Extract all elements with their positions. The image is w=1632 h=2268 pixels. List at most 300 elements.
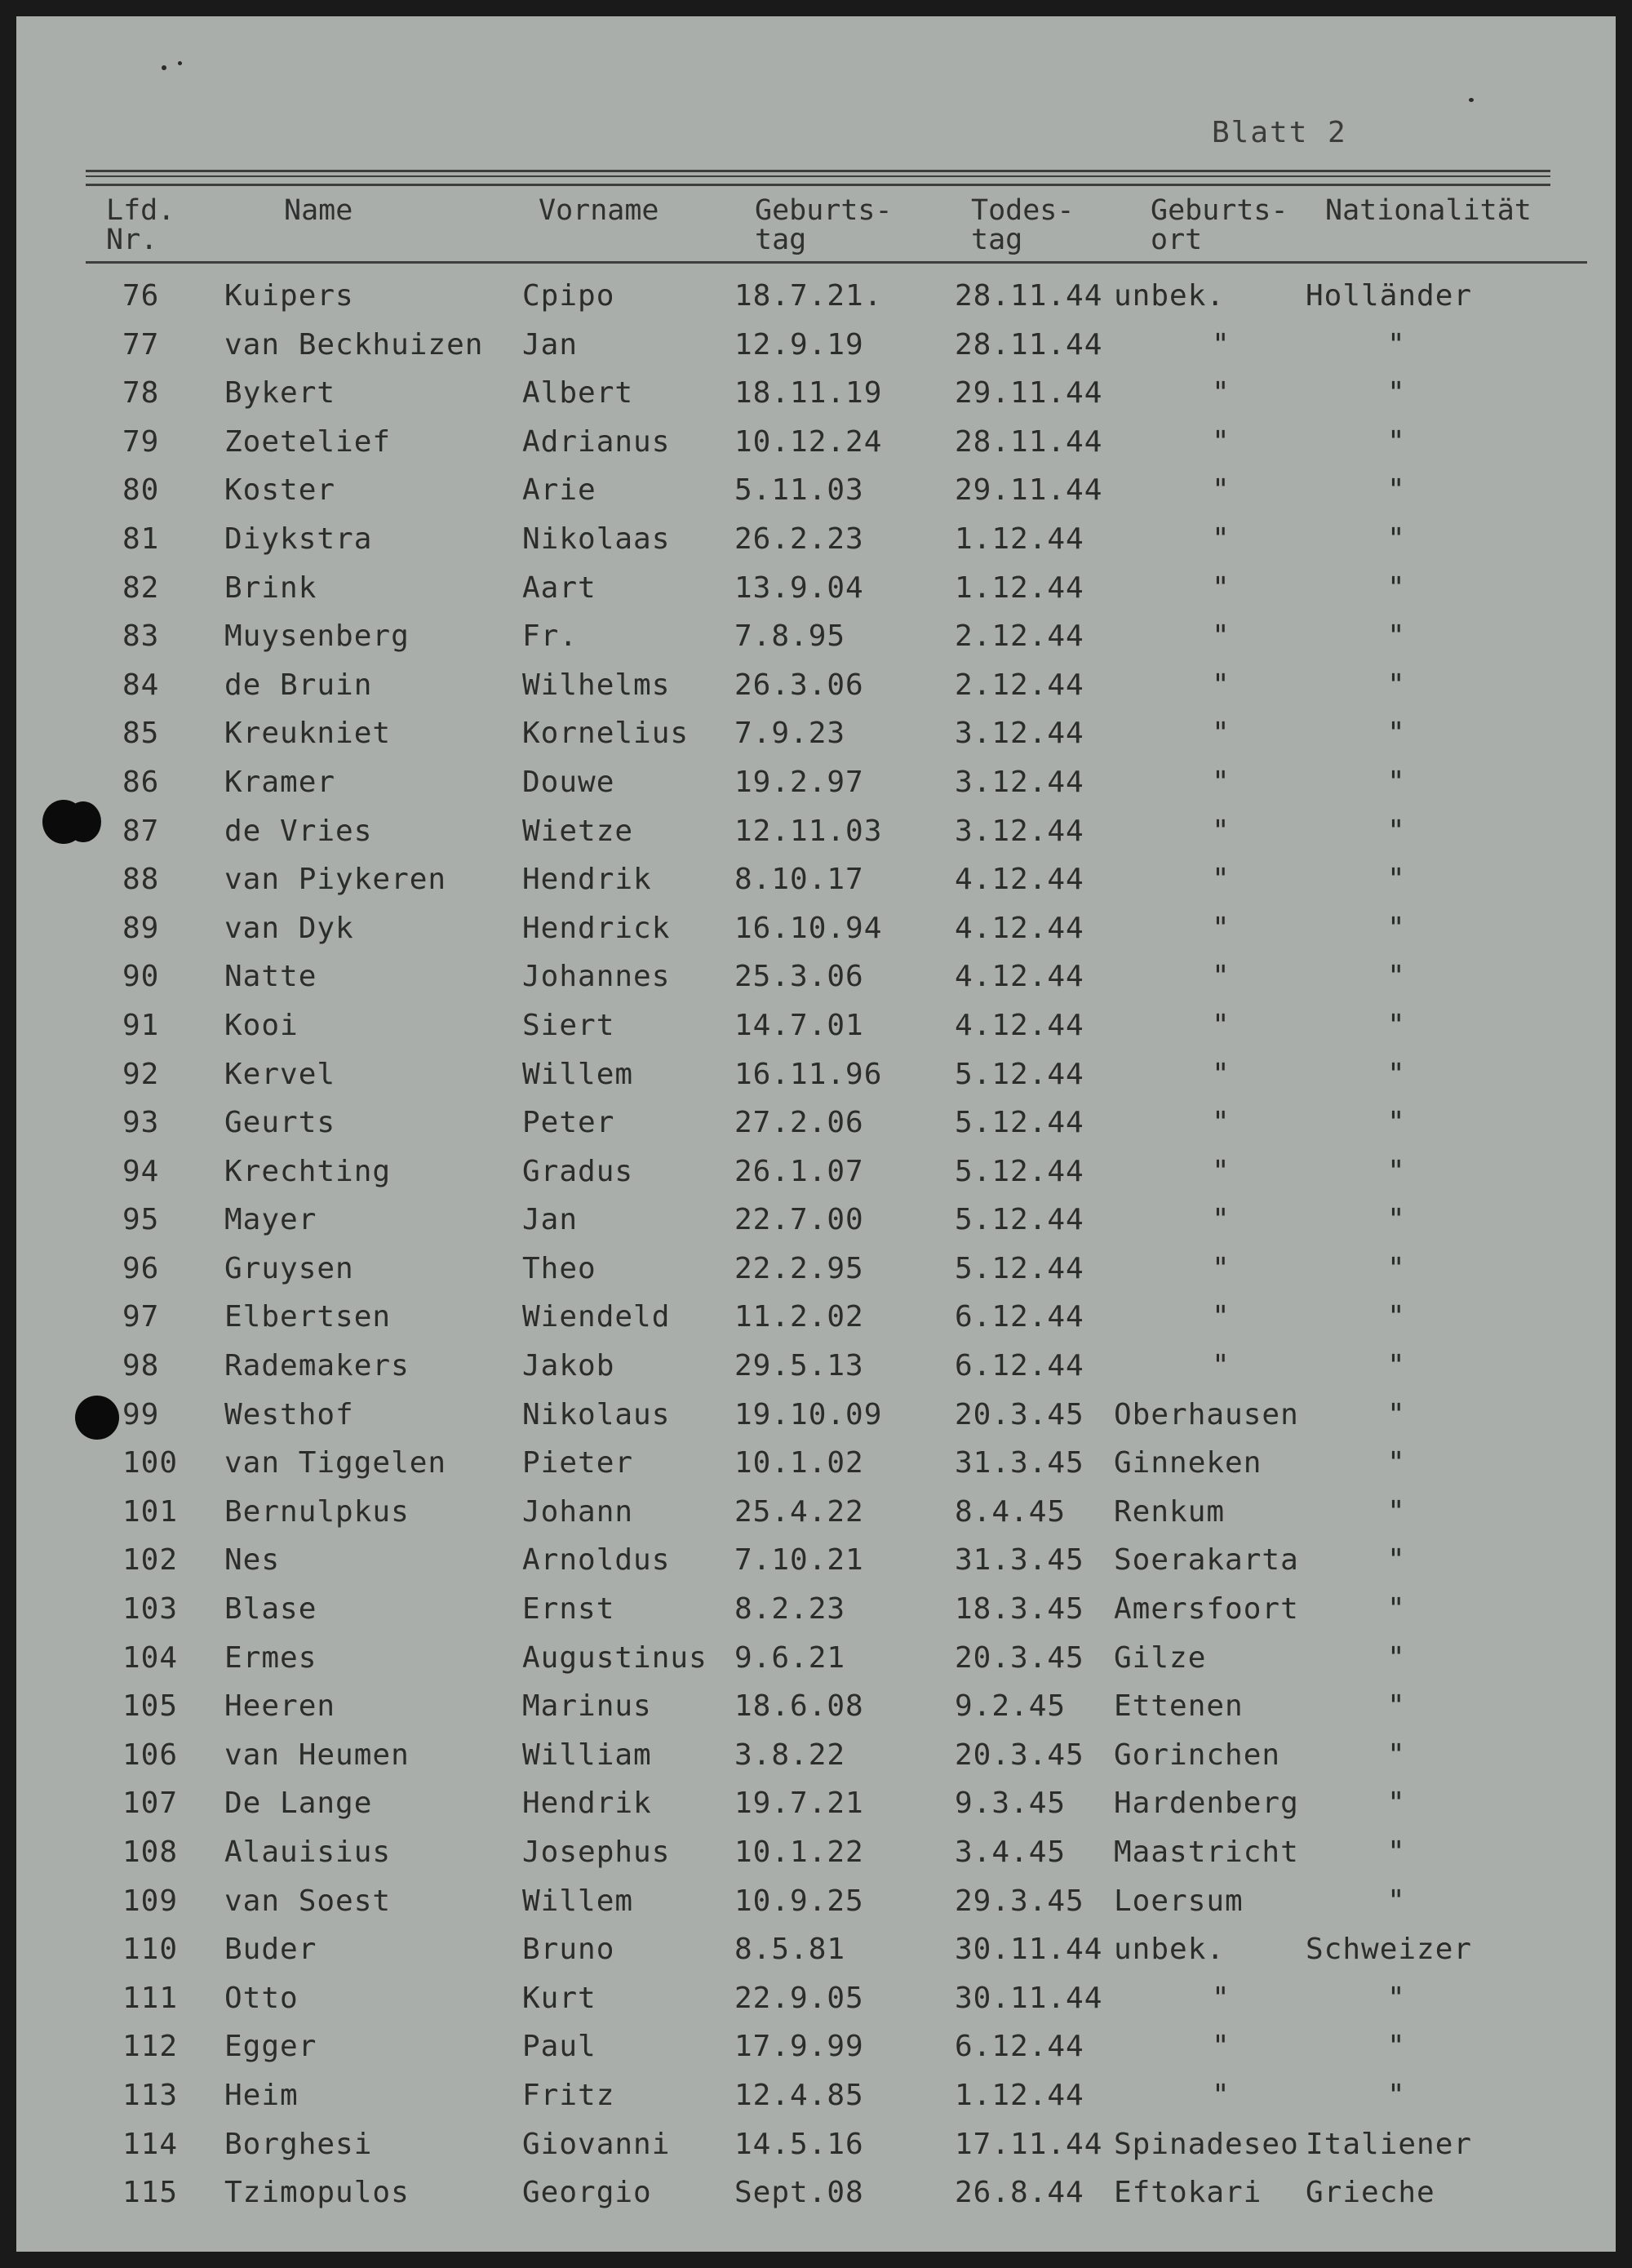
death-date: 26.8.44 — [955, 2176, 1084, 2210]
birth-place: " — [1212, 1300, 1231, 1334]
surname: de Vries — [224, 814, 373, 848]
death-date: 6.12.44 — [955, 2030, 1084, 2064]
table-row — [16, 665, 1616, 714]
row-number: 84 — [122, 668, 160, 702]
table-row — [16, 1005, 1616, 1054]
table-row — [16, 1054, 1616, 1103]
surname: Diykstra — [224, 522, 373, 556]
death-date: 4.12.44 — [955, 1008, 1084, 1042]
table-row — [16, 519, 1616, 568]
birth-place: " — [1212, 960, 1231, 994]
row-number: 114 — [122, 2127, 179, 2161]
birth-place: unbek. — [1114, 1933, 1226, 1967]
nationality: " — [1387, 570, 1406, 605]
surname: Westhof — [224, 1397, 354, 1431]
nationality: " — [1387, 1057, 1406, 1091]
nationality: " — [1387, 1300, 1406, 1334]
first-name: Wilhelms — [522, 668, 671, 702]
first-name: Hendrik — [522, 1786, 652, 1821]
birth-date: 10.1.02 — [734, 1446, 864, 1480]
table-row — [16, 713, 1616, 762]
birth-date: 16.11.96 — [734, 1057, 883, 1091]
birth-place: Ettenen — [1114, 1689, 1244, 1724]
surname: Nes — [224, 1543, 281, 1578]
birth-date: 3.8.22 — [734, 1738, 846, 1772]
birth-date: 25.4.22 — [734, 1494, 864, 1529]
surname: Geurts — [224, 1106, 336, 1140]
nationality: " — [1387, 1494, 1406, 1529]
birth-date: 18.11.19 — [734, 376, 883, 411]
row-number: 97 — [122, 1300, 160, 1334]
birth-date: 19.10.09 — [734, 1397, 883, 1431]
first-name: Aart — [522, 570, 596, 605]
table-row — [16, 373, 1616, 422]
nationality: " — [1387, 1981, 1406, 2015]
first-name: Douwe — [522, 765, 615, 799]
row-number: 77 — [122, 327, 160, 362]
table-row — [16, 422, 1616, 471]
row-number: 86 — [122, 765, 160, 799]
birth-place: " — [1212, 2078, 1231, 2112]
first-name: Johann — [522, 1494, 634, 1529]
first-name: Arie — [522, 473, 596, 508]
birth-date: 9.6.21 — [734, 1640, 846, 1675]
table-row — [16, 325, 1616, 374]
first-name: Jan — [522, 327, 579, 362]
row-number: 91 — [122, 1008, 160, 1042]
row-number: 115 — [122, 2176, 179, 2210]
row-number: 108 — [122, 1835, 179, 1869]
surname: van Heumen — [224, 1738, 410, 1772]
surname: Buder — [224, 1933, 317, 1967]
surname: Alauisius — [224, 1835, 392, 1869]
birth-place: Oberhausen — [1114, 1397, 1299, 1431]
first-name: Georgio — [522, 2176, 652, 2210]
table-row — [16, 1346, 1616, 1395]
nationality: " — [1387, 1251, 1406, 1285]
death-date: 1.12.44 — [955, 570, 1084, 605]
birth-place: " — [1212, 1251, 1231, 1285]
nationality: " — [1387, 1543, 1406, 1578]
row-number: 98 — [122, 1349, 160, 1383]
row-number: 113 — [122, 2078, 179, 2112]
birth-place: Eftokari — [1114, 2176, 1262, 2210]
row-number: 76 — [122, 279, 160, 313]
surname: Zoetelief — [224, 424, 392, 459]
row-number: 88 — [122, 863, 160, 897]
table-row — [16, 1978, 1616, 2027]
first-name: Adrianus — [522, 424, 671, 459]
table-row — [16, 568, 1616, 617]
table-row — [16, 1395, 1616, 1444]
surname: Elbertsen — [224, 1300, 392, 1334]
row-number: 89 — [122, 911, 160, 945]
death-date: 29.11.44 — [955, 376, 1103, 411]
row-number: 96 — [122, 1251, 160, 1285]
death-date: 20.3.45 — [955, 1397, 1084, 1431]
nationality: " — [1387, 619, 1406, 654]
paper-speck — [1469, 98, 1474, 102]
row-number: 82 — [122, 570, 160, 605]
nationality: " — [1387, 376, 1406, 411]
surname: Borghesi — [224, 2127, 373, 2161]
first-name: Arnoldus — [522, 1543, 671, 1578]
nationality: " — [1387, 2030, 1406, 2064]
table-row — [16, 1832, 1616, 1881]
row-number: 95 — [122, 1203, 160, 1237]
table-row — [16, 2124, 1616, 2173]
surname: Kervel — [224, 1057, 336, 1091]
first-name: Ernst — [522, 1592, 615, 1627]
first-name: Peter — [522, 1106, 615, 1140]
surname: Gruysen — [224, 1251, 354, 1285]
table-row — [16, 470, 1616, 519]
death-date: 2.12.44 — [955, 619, 1084, 654]
row-number: 92 — [122, 1057, 160, 1091]
birth-date: 19.7.21 — [734, 1786, 864, 1821]
table-row — [16, 1540, 1616, 1589]
nationality: " — [1387, 1786, 1406, 1821]
birth-date: 19.2.97 — [734, 765, 864, 799]
death-date: 8.4.45 — [955, 1494, 1067, 1529]
row-number: 81 — [122, 522, 160, 556]
table-row — [16, 1929, 1616, 1978]
first-name: Fritz — [522, 2078, 615, 2112]
table-row — [16, 2173, 1616, 2221]
nationality: " — [1387, 1446, 1406, 1480]
birth-place: " — [1212, 376, 1231, 411]
death-date: 3.12.44 — [955, 765, 1084, 799]
birth-date: 14.7.01 — [734, 1008, 864, 1042]
birth-place: " — [1212, 473, 1231, 508]
first-name: Cpipo — [522, 279, 615, 313]
death-date: 28.11.44 — [955, 424, 1103, 459]
nationality: Italiener — [1306, 2127, 1473, 2161]
birth-date: 17.9.99 — [734, 2030, 864, 2064]
row-number: 111 — [122, 1981, 179, 2015]
birth-place: " — [1212, 717, 1231, 751]
first-name: Josephus — [522, 1835, 671, 1869]
row-number: 83 — [122, 619, 160, 654]
surname: van Tiggelen — [224, 1446, 447, 1480]
table-row — [16, 811, 1616, 860]
birth-place: " — [1212, 1203, 1231, 1237]
nationality: " — [1387, 717, 1406, 751]
birth-place: " — [1212, 814, 1231, 848]
first-name: Kurt — [522, 1981, 596, 2015]
first-name: Jakob — [522, 1349, 615, 1383]
birth-place: unbek. — [1114, 279, 1226, 313]
nationality: " — [1387, 1154, 1406, 1188]
birth-place: " — [1212, 327, 1231, 362]
row-number: 94 — [122, 1154, 160, 1188]
death-date: 5.12.44 — [955, 1251, 1084, 1285]
death-date: 28.11.44 — [955, 327, 1103, 362]
death-date: 28.11.44 — [955, 279, 1103, 313]
nationality: " — [1387, 2078, 1406, 2112]
first-name: Willem — [522, 1057, 634, 1091]
table-row — [16, 1492, 1616, 1541]
nationality: " — [1387, 1397, 1406, 1431]
death-date: 20.3.45 — [955, 1738, 1084, 1772]
death-date: 31.3.45 — [955, 1543, 1084, 1578]
death-date: 9.3.45 — [955, 1786, 1067, 1821]
table-row — [16, 956, 1616, 1005]
nationality: " — [1387, 1835, 1406, 1869]
table-row — [16, 616, 1616, 665]
birth-date: 14.5.16 — [734, 2127, 864, 2161]
nationality: " — [1387, 765, 1406, 799]
surname: Heeren — [224, 1689, 336, 1724]
birth-place: " — [1212, 424, 1231, 459]
surname: Tzimopulos — [224, 2176, 410, 2210]
first-name: Nikolaas — [522, 522, 671, 556]
surname: Kramer — [224, 765, 336, 799]
row-number: 103 — [122, 1592, 179, 1627]
birth-place: " — [1212, 863, 1231, 897]
row-number: 79 — [122, 424, 160, 459]
death-date: 6.12.44 — [955, 1349, 1084, 1383]
first-name: Fr. — [522, 619, 579, 654]
nationality: " — [1387, 668, 1406, 702]
death-date: 5.12.44 — [955, 1203, 1084, 1237]
first-name: Hendrik — [522, 863, 652, 897]
nationality: " — [1387, 424, 1406, 459]
surname: van Beckhuizen — [224, 327, 484, 362]
birth-place: " — [1212, 1057, 1231, 1091]
surname: Koster — [224, 473, 336, 508]
death-date: 20.3.45 — [955, 1640, 1084, 1675]
birth-place: " — [1212, 668, 1231, 702]
birth-date: 12.4.85 — [734, 2078, 864, 2112]
death-date: 5.12.44 — [955, 1154, 1084, 1188]
first-name: Paul — [522, 2030, 596, 2064]
surname: de Bruin — [224, 668, 373, 702]
paper-speck — [162, 65, 166, 70]
surname: van Soest — [224, 1884, 392, 1918]
first-name: Giovanni — [522, 2127, 671, 2161]
birth-place: " — [1212, 1349, 1231, 1383]
birth-place: " — [1212, 2030, 1231, 2064]
table-row — [16, 1589, 1616, 1638]
column-header-name: Name — [284, 194, 353, 227]
death-date: 3.12.44 — [955, 814, 1084, 848]
surname: van Dyk — [224, 911, 354, 945]
row-number: 90 — [122, 960, 160, 994]
top-double-rule — [86, 170, 1550, 186]
death-date: 17.11.44 — [955, 2127, 1103, 2161]
first-name: Jan — [522, 1203, 579, 1237]
birth-date: 11.2.02 — [734, 1300, 864, 1334]
row-number: 93 — [122, 1106, 160, 1140]
birth-place: Hardenberg — [1114, 1786, 1299, 1821]
surname: Mayer — [224, 1203, 317, 1237]
birth-date: 27.2.06 — [734, 1106, 864, 1140]
birth-date: 26.3.06 — [734, 668, 864, 702]
first-name: Augustinus — [522, 1640, 707, 1675]
column-header-nr: Lfd. Nr. — [106, 194, 175, 256]
death-date: 29.11.44 — [955, 473, 1103, 508]
birth-place: " — [1212, 765, 1231, 799]
first-name: Bruno — [522, 1933, 615, 1967]
first-name: Kornelius — [522, 717, 690, 751]
birth-date: 26.1.07 — [734, 1154, 864, 1188]
birth-date: 22.9.05 — [734, 1981, 864, 2015]
birth-place: Loersum — [1114, 1884, 1244, 1918]
first-name: Theo — [522, 1251, 596, 1285]
row-number: 99 — [122, 1397, 160, 1431]
row-number: 105 — [122, 1689, 179, 1724]
birth-place: " — [1212, 1981, 1231, 2015]
birth-date: 10.12.24 — [734, 424, 883, 459]
death-date: 1.12.44 — [955, 522, 1084, 556]
surname: Brink — [224, 570, 317, 605]
birth-date: 16.10.94 — [734, 911, 883, 945]
birth-date: 29.5.13 — [734, 1349, 864, 1383]
row-number: 80 — [122, 473, 160, 508]
surname: Muysenberg — [224, 619, 410, 654]
column-header-geburtsort: Geburts- ort — [1151, 194, 1288, 256]
nationality: " — [1387, 1592, 1406, 1627]
nationality: " — [1387, 327, 1406, 362]
birth-date: 5.11.03 — [734, 473, 864, 508]
column-header-todestag: Todes- tag — [971, 194, 1075, 256]
column-header-geburtstag: Geburts- tag — [755, 194, 893, 256]
first-name: Hendrick — [522, 911, 671, 945]
table-row — [16, 1152, 1616, 1201]
surname: Otto — [224, 1981, 299, 2015]
death-date: 5.12.44 — [955, 1057, 1084, 1091]
first-name: Pieter — [522, 1446, 634, 1480]
birth-place: " — [1212, 1008, 1231, 1042]
nationality: " — [1387, 1349, 1406, 1383]
birth-date: 12.9.19 — [734, 327, 864, 362]
death-date: 31.3.45 — [955, 1446, 1084, 1480]
death-date: 6.12.44 — [955, 1300, 1084, 1334]
birth-date: 12.11.03 — [734, 814, 883, 848]
surname: Kooi — [224, 1008, 299, 1042]
birth-date: 22.7.00 — [734, 1203, 864, 1237]
column-header-nationalitaet: Nationalität — [1325, 194, 1532, 227]
nationality: " — [1387, 522, 1406, 556]
death-date: 1.12.44 — [955, 2078, 1084, 2112]
birth-date: 18.6.08 — [734, 1689, 864, 1724]
birth-date: 7.8.95 — [734, 619, 846, 654]
nationality: " — [1387, 1008, 1406, 1042]
death-date: 2.12.44 — [955, 668, 1084, 702]
first-name: Willem — [522, 1884, 634, 1918]
nationality: " — [1387, 1738, 1406, 1772]
death-date: 3.4.45 — [955, 1835, 1067, 1869]
row-number: 85 — [122, 717, 160, 751]
birth-date: 8.2.23 — [734, 1592, 846, 1627]
birth-place: " — [1212, 911, 1231, 945]
death-date: 9.2.45 — [955, 1689, 1067, 1724]
first-name: Marinus — [522, 1689, 652, 1724]
paper-speck — [178, 61, 182, 65]
surname: Bernulpkus — [224, 1494, 410, 1529]
surname: Heim — [224, 2078, 299, 2112]
surname: Bykert — [224, 376, 336, 411]
row-number: 104 — [122, 1640, 179, 1675]
birth-date: 13.9.04 — [734, 570, 864, 605]
nationality: " — [1387, 1640, 1406, 1675]
nationality: Schweizer — [1306, 1933, 1473, 1967]
first-name: Gradus — [522, 1154, 634, 1188]
death-date: 29.3.45 — [955, 1884, 1084, 1918]
row-number: 106 — [122, 1738, 179, 1772]
table-row — [16, 276, 1616, 325]
birth-date: 22.2.95 — [734, 1251, 864, 1285]
birth-date: 8.5.81 — [734, 1933, 846, 1967]
birth-date: 7.10.21 — [734, 1543, 864, 1578]
birth-date: 7.9.23 — [734, 717, 846, 751]
death-date: 4.12.44 — [955, 863, 1084, 897]
birth-date: 25.3.06 — [734, 960, 864, 994]
surname: Rademakers — [224, 1349, 410, 1383]
birth-place: " — [1212, 1154, 1231, 1188]
row-number: 102 — [122, 1543, 179, 1578]
death-date: 4.12.44 — [955, 911, 1084, 945]
table-row — [16, 1638, 1616, 1687]
header-rule — [86, 261, 1587, 264]
birth-place: Spinadeseo — [1114, 2127, 1299, 2161]
surname: Krechting — [224, 1154, 392, 1188]
birth-date: 18.7.21. — [734, 279, 883, 313]
surname: Kuipers — [224, 279, 354, 313]
death-date: 30.11.44 — [955, 1933, 1103, 1967]
surname: Blase — [224, 1592, 317, 1627]
table-row — [16, 2075, 1616, 2124]
death-date: 4.12.44 — [955, 960, 1084, 994]
birth-place: " — [1212, 1106, 1231, 1140]
row-number: 101 — [122, 1494, 179, 1529]
nationality: " — [1387, 1884, 1406, 1918]
row-number: 100 — [122, 1446, 179, 1480]
table-row — [16, 1443, 1616, 1492]
first-name: William — [522, 1738, 652, 1772]
nationality: " — [1387, 960, 1406, 994]
death-date: 30.11.44 — [955, 1981, 1103, 2015]
row-number: 107 — [122, 1786, 179, 1821]
table-row — [16, 1200, 1616, 1249]
first-name: Albert — [522, 376, 634, 411]
nationality: " — [1387, 473, 1406, 508]
first-name: Nikolaus — [522, 1397, 671, 1431]
birth-place: Gorinchen — [1114, 1738, 1281, 1772]
death-date: 3.12.44 — [955, 717, 1084, 751]
table-row — [16, 1783, 1616, 1832]
birth-date: 10.9.25 — [734, 1884, 864, 1918]
surname: Egger — [224, 2030, 317, 2064]
birth-date: 8.10.17 — [734, 863, 864, 897]
nationality: Holländer — [1306, 279, 1473, 313]
birth-place: " — [1212, 522, 1231, 556]
birth-date: 26.2.23 — [734, 522, 864, 556]
sheet-number: Blatt 2 — [1212, 116, 1347, 149]
table-row — [16, 1735, 1616, 1784]
table-row — [16, 859, 1616, 908]
surname: Natte — [224, 960, 317, 994]
birth-place: " — [1212, 619, 1231, 654]
birth-place: " — [1212, 570, 1231, 605]
birth-date: 10.1.22 — [734, 1835, 864, 1869]
table-row — [16, 2026, 1616, 2075]
first-name: Johannes — [522, 960, 671, 994]
surname: Ermes — [224, 1640, 317, 1675]
nationality: " — [1387, 863, 1406, 897]
nationality: " — [1387, 1689, 1406, 1724]
